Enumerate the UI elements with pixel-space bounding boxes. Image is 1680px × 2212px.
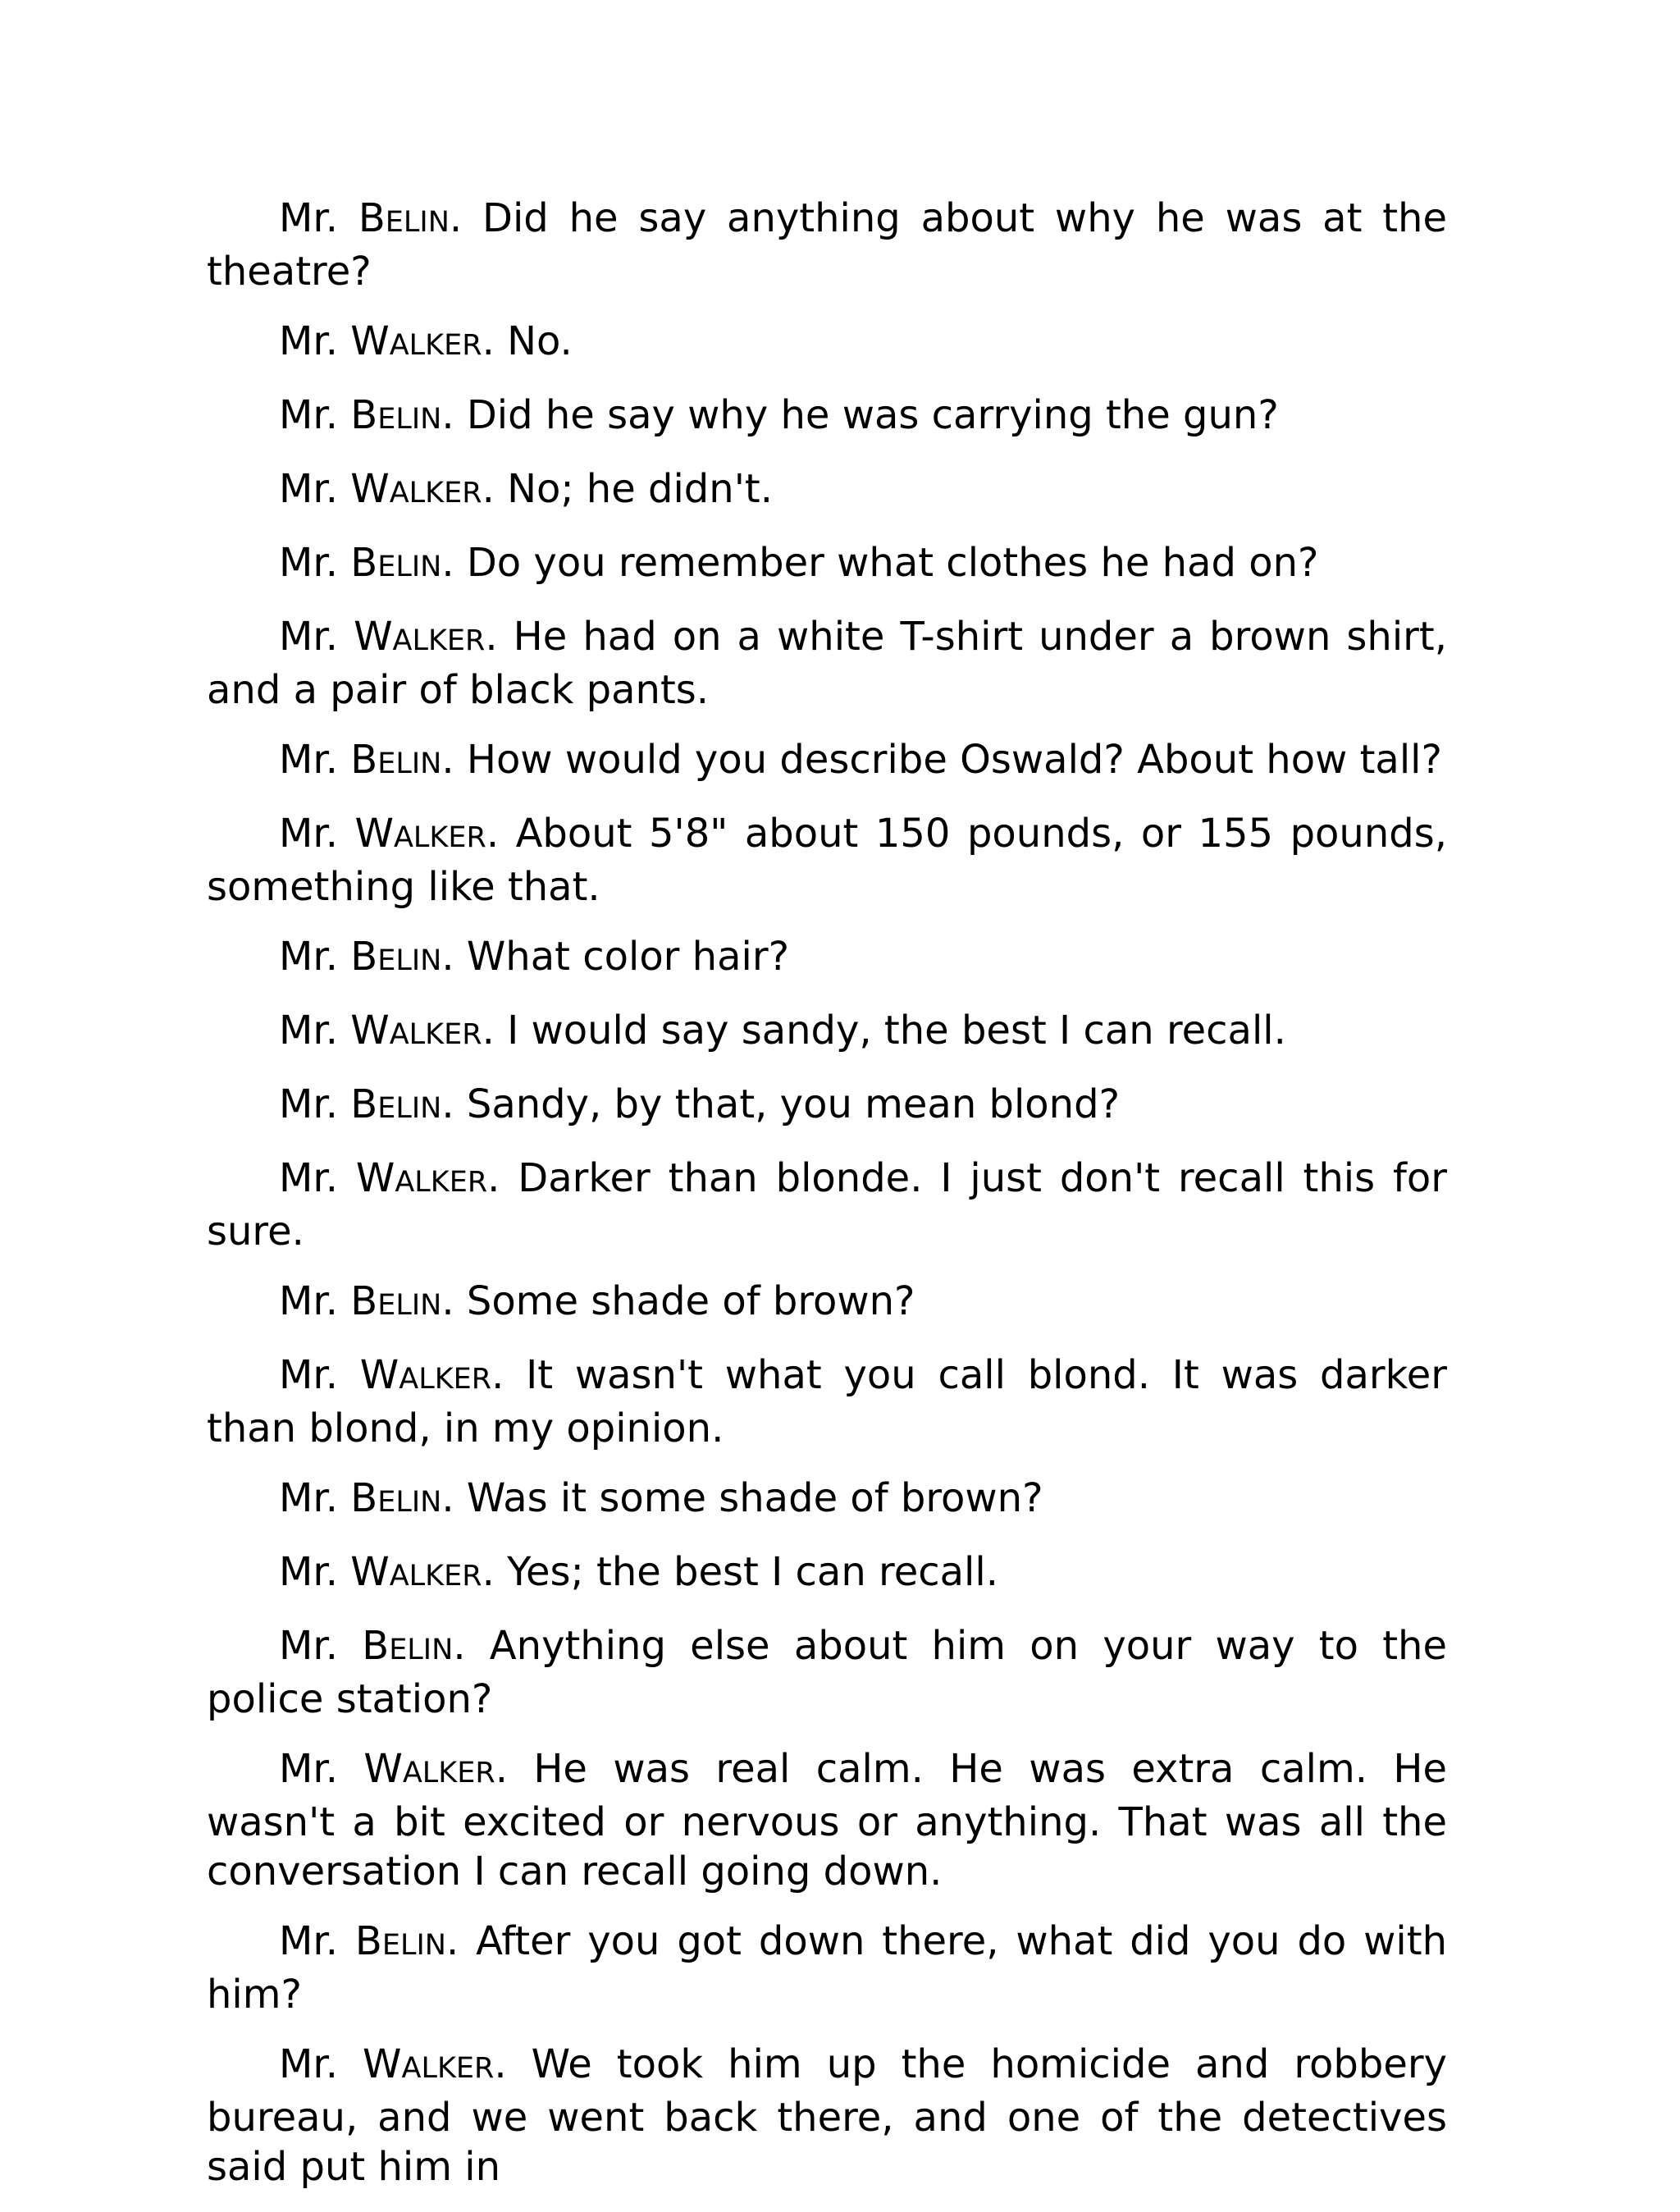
speaker-honorific: Mr. bbox=[279, 1008, 351, 1053]
speech-text: . Did he say anything about why he was at the theatre? bbox=[207, 195, 1447, 295]
speaker-initial: B bbox=[354, 1918, 382, 1964]
transcript-paragraph bbox=[207, 391, 1447, 444]
transcript-page bbox=[207, 194, 1447, 2212]
speaker-initial: B bbox=[350, 934, 378, 980]
transcript-paragraph bbox=[207, 1474, 1447, 1527]
transcript-paragraph bbox=[207, 1006, 1447, 1059]
speaker-name-smallcaps: ALKER bbox=[399, 1363, 492, 1396]
transcript-paragraph bbox=[207, 1744, 1447, 1896]
speaker-honorific: Mr. bbox=[279, 614, 354, 660]
transcript-paragraph bbox=[207, 317, 1447, 370]
speaker-initial: W bbox=[355, 1155, 395, 1201]
transcript-paragraph bbox=[207, 932, 1447, 985]
speaker-honorific: Mr. bbox=[279, 195, 358, 241]
speech-text: . After you got down there, what did you do with him? bbox=[207, 1918, 1447, 2018]
speaker-name-smallcaps: ELIN bbox=[377, 944, 442, 977]
speech-text: . Do you remember what clothes he had on? bbox=[441, 540, 1319, 586]
speaker-honorific: Mr. bbox=[279, 1746, 364, 1792]
speech-text: . He had on a white T-shirt under a brown shirt, and a pair of black pants. bbox=[207, 614, 1447, 713]
speaker-initial: B bbox=[350, 540, 378, 586]
speaker-honorific: Mr. bbox=[279, 811, 355, 857]
speech-text: . We took him up the homicide and robbery bureau, and we went back there, and one of the detectives said put him in bbox=[207, 2041, 1447, 2190]
speaker-initial: W bbox=[363, 1746, 403, 1792]
speaker-initial: W bbox=[350, 1008, 390, 1053]
speaker-initial: W bbox=[359, 1352, 399, 1398]
speaker-honorific: Mr. bbox=[279, 737, 351, 783]
speech-text: . It wasn't what you call blond. It was darker than blond, in my opinion. bbox=[207, 1352, 1447, 1451]
speaker-name-smallcaps: ALKER bbox=[389, 1560, 482, 1593]
transcript-paragraph bbox=[207, 464, 1447, 518]
speaker-name-smallcaps: ELIN bbox=[377, 1092, 442, 1125]
speech-text: . He was real calm. He was extra calm. He wasn't a bit excited or nervous or anything. That was all the conversation I can recall going down. bbox=[207, 1746, 1447, 1894]
speaker-name-smallcaps: ELIN bbox=[377, 747, 442, 780]
transcript-paragraph bbox=[207, 809, 1447, 912]
speaker-honorific: Mr. bbox=[279, 392, 351, 438]
speaker-initial: W bbox=[354, 614, 393, 660]
speaker-initial: B bbox=[362, 1623, 390, 1669]
speaker-initial: B bbox=[350, 392, 378, 438]
transcript-paragraph bbox=[207, 735, 1447, 788]
speaker-honorific: Mr. bbox=[279, 1278, 351, 1324]
transcript-paragraph bbox=[207, 1621, 1447, 1724]
transcript-paragraph bbox=[207, 1917, 1447, 2019]
speaker-honorific: Mr. bbox=[279, 1549, 351, 1595]
speech-text: . Darker than blonde. I just don't recall this for sure. bbox=[207, 1155, 1447, 1255]
speaker-honorific: Mr. bbox=[279, 934, 351, 980]
speech-text: . What color hair? bbox=[441, 934, 790, 980]
transcript-paragraph bbox=[207, 194, 1447, 296]
speaker-name-smallcaps: ELIN bbox=[389, 1634, 454, 1666]
speaker-name-smallcaps: ALKER bbox=[392, 624, 486, 657]
speaker-name-smallcaps: ALKER bbox=[389, 329, 482, 362]
speech-text: . Was it some shade of brown? bbox=[441, 1475, 1043, 1521]
speaker-name-smallcaps: ALKER bbox=[389, 1018, 482, 1051]
speaker-honorific: Mr. bbox=[279, 2041, 363, 2087]
speaker-name-smallcaps: ELIN bbox=[381, 1929, 446, 1962]
speaker-name-smallcaps: ELIN bbox=[377, 403, 442, 436]
speaker-initial: W bbox=[363, 2041, 402, 2087]
speaker-initial: B bbox=[350, 1081, 378, 1127]
speaker-initial: B bbox=[358, 195, 386, 241]
speaker-initial: W bbox=[350, 1549, 390, 1595]
transcript-paragraph bbox=[207, 612, 1447, 715]
speaker-initial: W bbox=[350, 466, 390, 512]
transcript-paragraph bbox=[207, 1080, 1447, 1133]
speaker-honorific: Mr. bbox=[279, 1081, 351, 1127]
speaker-name-smallcaps: ELIN bbox=[385, 206, 450, 239]
transcript-paragraph bbox=[207, 1351, 1447, 1453]
speaker-name-smallcaps: ALKER bbox=[395, 1166, 488, 1199]
speech-text: . Did he say why he was carrying the gun? bbox=[441, 392, 1279, 438]
speech-text: . How would you describe Oswald? About how tall? bbox=[441, 737, 1442, 783]
transcript-paragraph bbox=[207, 1277, 1447, 1330]
speaker-initial: W bbox=[354, 811, 394, 857]
speaker-honorific: Mr. bbox=[279, 1352, 360, 1398]
speaker-name-smallcaps: ALKER bbox=[393, 821, 486, 854]
speaker-honorific: Mr. bbox=[279, 1918, 355, 1964]
speech-text: . Sandy, by that, you mean blond? bbox=[441, 1081, 1121, 1127]
speech-text: . Some shade of brown? bbox=[441, 1278, 915, 1324]
speaker-name-smallcaps: ALKER bbox=[389, 477, 482, 510]
speech-text: . I would say sandy, the best I can recall. bbox=[482, 1008, 1286, 1053]
speaker-name-smallcaps: ELIN bbox=[377, 1289, 442, 1322]
speaker-name-smallcaps: ELIN bbox=[377, 551, 442, 583]
speech-text: . Anything else about him on your way to the police station? bbox=[207, 1623, 1447, 1722]
speaker-honorific: Mr. bbox=[279, 540, 351, 586]
speaker-honorific: Mr. bbox=[279, 318, 351, 364]
speaker-honorific: Mr. bbox=[279, 466, 351, 512]
speech-text: . No. bbox=[482, 318, 573, 364]
transcript-paragraph bbox=[207, 538, 1447, 592]
speaker-honorific: Mr. bbox=[279, 1475, 351, 1521]
speech-text: . No; he didn't. bbox=[482, 466, 773, 512]
speaker-initial: B bbox=[350, 1278, 378, 1324]
speech-text: . About 5'8" about 150 pounds, or 155 pounds, something like that. bbox=[207, 811, 1447, 910]
speaker-honorific: Mr. bbox=[279, 1155, 356, 1201]
speaker-initial: B bbox=[350, 737, 378, 783]
speech-text: . Yes; the best I can recall. bbox=[482, 1549, 998, 1595]
speaker-name-smallcaps: ELIN bbox=[377, 1486, 442, 1519]
speaker-honorific: Mr. bbox=[279, 1623, 363, 1669]
speaker-name-smallcaps: ALKER bbox=[401, 2052, 495, 2085]
speaker-initial: W bbox=[350, 318, 390, 364]
transcript-paragraph bbox=[207, 2040, 1447, 2191]
transcript-paragraph bbox=[207, 1154, 1447, 1256]
speaker-name-smallcaps: ALKER bbox=[402, 1757, 495, 1789]
transcript-paragraph bbox=[207, 1547, 1447, 1601]
speaker-initial: B bbox=[350, 1475, 378, 1521]
